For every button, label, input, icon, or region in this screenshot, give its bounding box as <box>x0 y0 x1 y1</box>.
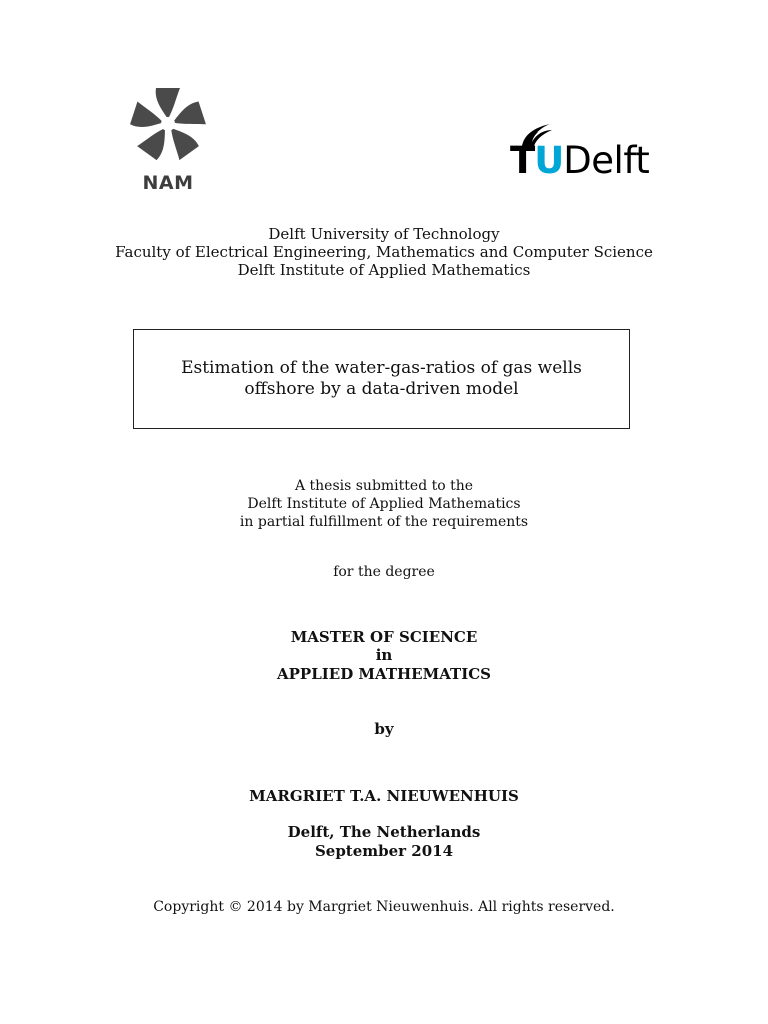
degree-line2: in <box>375 646 393 664</box>
author-name: MARGRIET T.A. NIEUWENHUIS <box>249 787 519 805</box>
tudelft-u: U <box>534 139 564 182</box>
tudelft-t: T <box>510 139 535 182</box>
tudelft-logo <box>510 122 655 186</box>
university-name: Delft University of Technology <box>268 225 500 243</box>
nam-star-icon <box>118 78 218 168</box>
tudelft-wordmark <box>510 140 649 182</box>
place: Delft, The Netherlands <box>287 823 481 841</box>
thesis-title-box <box>133 329 630 429</box>
submission-line3: in partial fulfillment of the requirements <box>239 514 529 530</box>
copyright-notice: Copyright © 2014 by Margriet Nieuwenhuis. All rights reserved. <box>153 899 615 915</box>
thesis-title-line2: offshore by a data-driven model <box>244 379 519 399</box>
by-label: by <box>374 720 394 738</box>
date: September 2014 <box>314 842 454 860</box>
thesis-title-line1: Estimation of the water-gas-ratios of gas wells <box>181 358 582 378</box>
tudelft-delft: Delft <box>563 139 650 182</box>
degree-line1: MASTER OF SCIENCE <box>290 628 478 646</box>
submission-line2: Delft Institute of Applied Mathematics <box>247 496 521 512</box>
institute-name: Delft Institute of Applied Mathematics <box>237 261 531 279</box>
submission-line1: A thesis submitted to the <box>294 478 474 494</box>
faculty-name: Faculty of Electrical Engineering, Mathematics and Computer Science <box>115 243 653 261</box>
for-degree: for the degree <box>333 564 435 580</box>
degree-line3: APPLIED MATHEMATICS <box>277 665 491 683</box>
nam-logo-text: NAM <box>142 172 194 194</box>
nam-logo <box>118 78 218 198</box>
